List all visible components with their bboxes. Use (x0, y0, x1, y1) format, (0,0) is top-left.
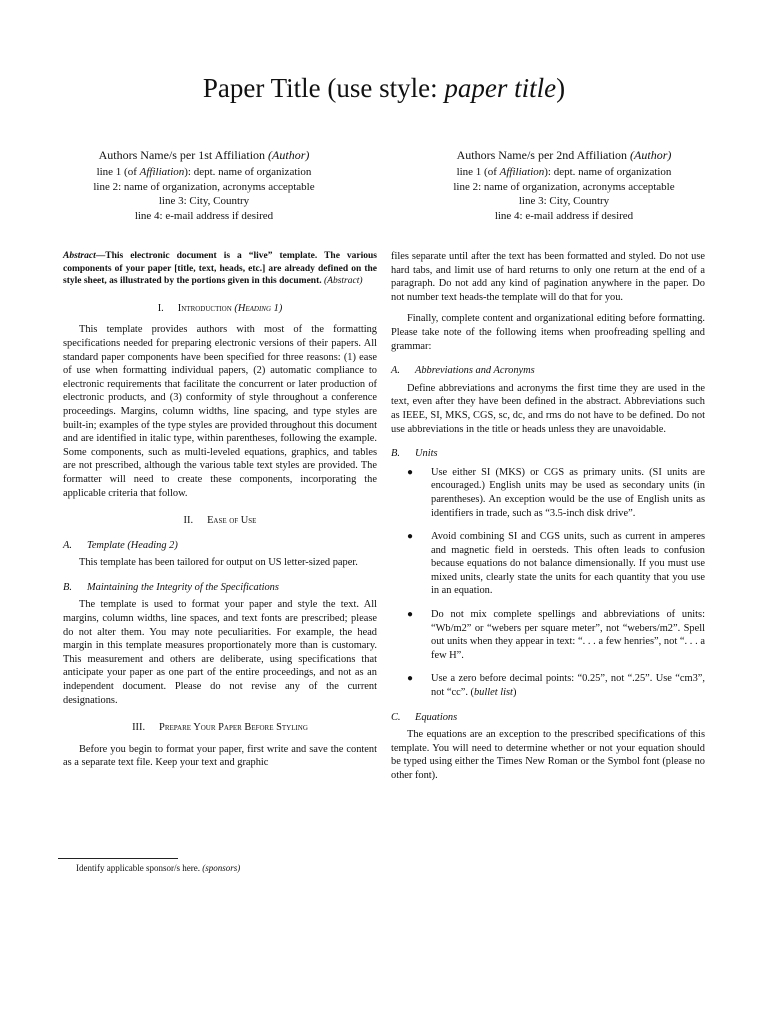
title-text: Paper Title (use style: (202, 73, 445, 103)
subheading-abbreviations: A. Abbreviations and Acronyms (391, 365, 535, 377)
affiliation-line-1: line 1 (of Affiliation): dept. name of organization (456, 166, 672, 178)
left-column (63, 250, 377, 770)
subheading-template: A. Template (Heading 2) (63, 539, 178, 551)
heading-prepare: III. Prepare Your Paper Before Styling (132, 722, 308, 734)
subheading-equations: C. Equations (391, 711, 458, 723)
title-close: ) (556, 73, 566, 103)
paper-title (0, 70, 768, 106)
heading-introduction: I. Introduction (Heading 1) (157, 302, 283, 314)
footnote-divider (58, 858, 178, 859)
integrity-paragraph: The template is used to format your paper and style the text. All margins, column widths, line spaces, and text fonts are prescribed; please do not alter them. You may note peculiarities. For example, the head margin in this template measures proportionately more than is customary. This measurement and others are deliberate, using specifications that anticipate your paper as one part of the entire proceedings, and not as an independent document. Please do not revise any of the current designations. (63, 599, 377, 706)
affiliation-line-2: line 2: name of organization, acronyms acceptable (93, 180, 315, 193)
author-name: Authors Name/s per 2nd Affiliation (Author) (456, 148, 672, 162)
heading-ease-of-use: II. Ease of Use (183, 515, 257, 527)
affiliation-line-4: line 4: e-mail address if desired (134, 209, 274, 222)
bullet-icon: ● (407, 673, 414, 685)
affiliation-line-3: line 3: City, Country (158, 195, 250, 207)
list-item: ● Use a zero before decimal points: “0.25”, not “.25”. Use “cm3”, not “cc”. (bullet list) (407, 673, 705, 699)
title-italic: paper title (444, 73, 557, 103)
intro-paragraph: This template provides authors with most of the formatting specifications needed for preparing electronic versions of their papers. All standard paper components have been specified for three reasons: (1) ease of use when formatting individual papers, (2) automatic compliance to electronic requirements that facilitate the concurrent or later production of electronic products, and (3) conformity of style throughout a conference proceedings. Margins, column widths, line spacing, and type styles are built-in; examples of the type styles are provided throughout this document and are identified in italic type, within parentheses, following the example. Some components, such as multi-leveled equations, graphics, and tables are not prescribed, although the various table text styles are provided. The formatter will need to create these components, incorporating the applicable criteria that follow. (63, 324, 377, 499)
subheading-integrity: B. Maintaining the Integrity of the Specifications (63, 581, 279, 593)
author-block-1 (44, 146, 364, 223)
abbreviations-paragraph: Define abbreviations and acronyms the first time they are used in the text, even after they have been defined in the abstract. Abbreviations such as IEEE, SI, MKS, CGS, sc, dc, and rms do not have to be defined. Do not use abbreviations in the title or heads unless they are unavoidable. (391, 382, 705, 435)
prepare-paragraph-continued: files separate until after the text has been formatted and styled. Do not use hard tabs, and limit use of hard returns to only one return at the end of a paragraph. Do not add any kind of pagination anywhere in the paper. Do not number text heads-the template will do that for you. (391, 251, 705, 303)
list-item: ● Do not mix complete spellings and abbreviations of units: “Wb/m2” or “webers per square meter”, not “webers/m2”. Spell out units when they appear in text: “. . . a few henries”, not “. . . a few H”. (407, 609, 705, 661)
abstract: Abstract—This electronic document is a “live” template. The various components of your paper [title, text, heads, etc.] are already defined on the style sheet, as illustrated by the portions given in this document. (Abstract) (63, 251, 377, 287)
prepare-paragraph-start: Before you begin to format your paper, first write and save the content as a separate text file. Keep your text and graphic (63, 743, 377, 769)
subheading-units: B. Units (391, 448, 438, 460)
affiliation-line-3: line 3: City, Country (518, 195, 610, 207)
bullet-icon: ● (407, 466, 414, 478)
list-item: ● Use either SI (MKS) or CGS as primary units. (SI units are encouraged.) English units may be used as secondary units (in parentheses). An exception would be the use of English units as identifiers in trade, such as “3.5-inch disk drive”. (407, 466, 705, 519)
equations-paragraph: The equations are an exception to the prescribed specifications of this template. You will need to determine whether or not your equation should be typed using either the Times New Roman or the Symbol font (please no other font). (391, 729, 705, 781)
units-bullet-list (391, 466, 705, 700)
footnote: Identify applicable sponsor/s here. (sponsors) (76, 863, 241, 873)
author-block-2 (404, 146, 724, 223)
template-paragraph: This template has been tailored for output on US letter-sized paper. (79, 557, 358, 569)
finally-paragraph: Finally, complete content and organizational editing before formatting. Please take note of the following items when proofreading spelling and grammar: (391, 313, 705, 352)
bullet-icon: ● (407, 609, 414, 621)
affiliation-line-2: line 2: name of organization, acronyms acceptable (453, 180, 675, 193)
author-name: Authors Name/s per 1st Affiliation (Author) (98, 148, 310, 162)
affiliation-line-4: line 4: e-mail address if desired (494, 209, 634, 222)
bullet-icon: ● (407, 531, 414, 543)
affiliation-line-1: line 1 (of Affiliation): dept. name of organization (96, 166, 312, 178)
right-column (391, 250, 705, 783)
list-item: ● Avoid combining SI and CGS units, such as current in amperes and magnetic field in oersteds. This often leads to confusion because equations do not balance dimensionally. If you must use mixed units, clearly state the units for each quantity that you use in an equation. (407, 531, 705, 597)
